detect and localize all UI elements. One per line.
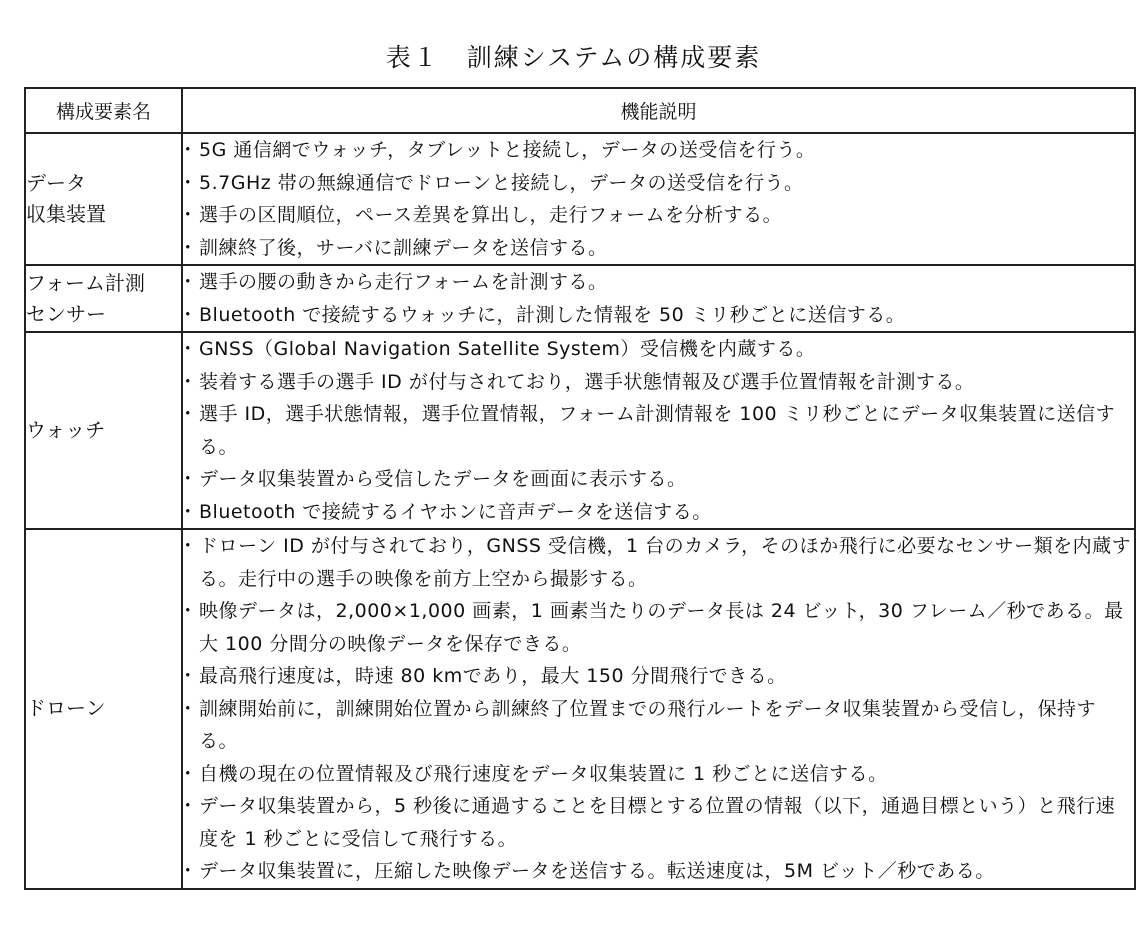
component-name-line: 収集装置: [26, 202, 106, 226]
bullet-item: [183, 595, 1134, 660]
bullet-text: 自機の現在の位置情報及び飛行速度をデータ収集装置に 1 秒ごとに送信する。: [199, 762, 888, 785]
bullet-mark: ･: [183, 271, 194, 293]
bullet-text: Bluetooth で接続するイヤホンに音声データを送信する。: [199, 500, 712, 523]
function-description-cell: [182, 265, 1135, 332]
bullet-mark: ･: [183, 600, 194, 622]
component-name-line: フォーム計測: [26, 270, 145, 295]
bullet-text: Bluetooth で接続するウォッチに，計測した情報を 50 ミリ秒ごとに送信する。: [199, 303, 906, 326]
table-body: [25, 133, 1135, 889]
bullet-item: [183, 758, 1134, 791]
bullet-mark: ･: [183, 665, 194, 687]
bullet-mark: ･: [183, 795, 194, 817]
component-name-cell: [25, 529, 182, 889]
bullet-mark: ･: [183, 204, 194, 226]
bullet-text: 選手の腰の動きから走行フォームを計測する。: [199, 271, 608, 293]
component-name-line: データ: [26, 171, 86, 195]
bullet-text: データ収集装置から受信したデータを画面に表示する。: [199, 468, 687, 490]
table-row: [25, 529, 1135, 889]
bullet-text: 映像データは，2,000×1,000 画素，1 画素当たりのデータ長は 24 ビット，30 フレーム／秒である。最大 100 分間分の映像データを保存できる。: [199, 600, 1124, 655]
bullet-text: 最高飛行速度は，時速 80 kmであり，最大 150 分間飛行できる。: [199, 665, 787, 687]
bullet-item: [183, 366, 1134, 399]
component-name-line: ウォッチ: [26, 418, 106, 442]
bullet-mark: ･: [183, 468, 194, 490]
bullet-text: 5G 通信網でウォッチ，タブレットと接続し，データの送受信を行う。: [199, 139, 816, 161]
component-name-cell: [25, 332, 182, 529]
table-row: [25, 133, 1135, 265]
bullet-mark: ･: [183, 303, 194, 326]
bullet-mark: ･: [183, 171, 194, 194]
bullet-item: [183, 232, 1134, 265]
function-description-cell: [182, 332, 1135, 529]
bullet-text: 選手 ID，選手状態情報，選手位置情報，フォーム計測情報を 100 ミリ秒ごとにデータ収集装置に送信する。: [199, 403, 1116, 458]
bullet-item: [183, 496, 1134, 529]
component-name-line: センサー: [26, 301, 106, 326]
bullet-mark: ･: [183, 860, 194, 882]
component-name-cell: [25, 265, 182, 332]
bullet-item: [183, 790, 1134, 855]
bullet-item: [183, 167, 1134, 200]
component-name-cell: [25, 133, 182, 265]
bullet-mark: ･: [183, 338, 194, 360]
bullet-item: [183, 463, 1134, 496]
bullet-item: [183, 530, 1134, 595]
bullet-text: 選手の区間順位，ペース差異を算出し，走行フォームを分析する。: [199, 204, 783, 226]
bullet-item: [183, 199, 1134, 232]
component-name-line: ドローン: [26, 696, 106, 721]
bullet-item: [183, 333, 1134, 366]
bullet-mark: ･: [183, 500, 194, 523]
bullet-mark: ･: [183, 370, 194, 393]
bullet-mark: ･: [183, 535, 194, 557]
bullet-text: 装着する選手の選手 ID が付与されており，選手状態情報及び選手位置情報を計測する。: [199, 370, 975, 393]
table-row: [25, 265, 1135, 332]
bullet-item: [183, 398, 1134, 463]
bullet-mark: ･: [183, 697, 194, 720]
bullet-text: データ収集装置に，圧縮した映像データを送信する。転送速度は，5M ビット／秒である。: [199, 860, 995, 882]
table-row: [25, 332, 1135, 529]
bullet-text: GNSS（Global Navigation Satellite System）受信機を内蔵する。: [199, 338, 816, 360]
bullet-item: [183, 266, 1134, 299]
bullet-text: 5.7GHz 帯の無線通信でドローンと接続し，データの送受信を行う。: [199, 171, 804, 194]
header-component-name: 構成要素名: [25, 88, 182, 133]
header-row: [25, 88, 1135, 133]
bullet-mark: ･: [183, 762, 194, 785]
bullet-text: 訓練開始前に，訓練開始位置から訓練終了位置までの飛行ルートをデータ収集装置から受信し，保持する。: [199, 697, 1097, 752]
table-title: 表１ 訓練システムの構成要素: [385, 43, 762, 72]
function-description-cell: [182, 133, 1135, 265]
bullet-item: [183, 855, 1134, 888]
bullet-item: [183, 134, 1134, 167]
component-table: [24, 87, 1136, 890]
bullet-mark: ･: [183, 403, 194, 425]
bullet-mark: ･: [183, 139, 194, 161]
bullet-text: 訓練終了後，サーバに訓練データを送信する。: [199, 236, 608, 259]
bullet-item: [183, 660, 1134, 693]
bullet-text: データ収集装置から，5 秒後に通過することを目標とする位置の情報（以下，通過目標という）と飛行速度を 1 秒ごとに受信して飛行する。: [199, 795, 1116, 850]
function-description-cell: [182, 529, 1135, 889]
bullet-mark: ･: [183, 236, 194, 259]
bullet-item: [183, 299, 1134, 332]
bullet-item: [183, 693, 1134, 758]
header-function-description: 機能説明: [182, 88, 1135, 133]
bullet-text: ドローン ID が付与されており，GNSS 受信機，1 台のカメラ，そのほか飛行に必要なセンサー類を内蔵する。走行中の選手の映像を前方上空から撮影する。: [199, 535, 1132, 590]
